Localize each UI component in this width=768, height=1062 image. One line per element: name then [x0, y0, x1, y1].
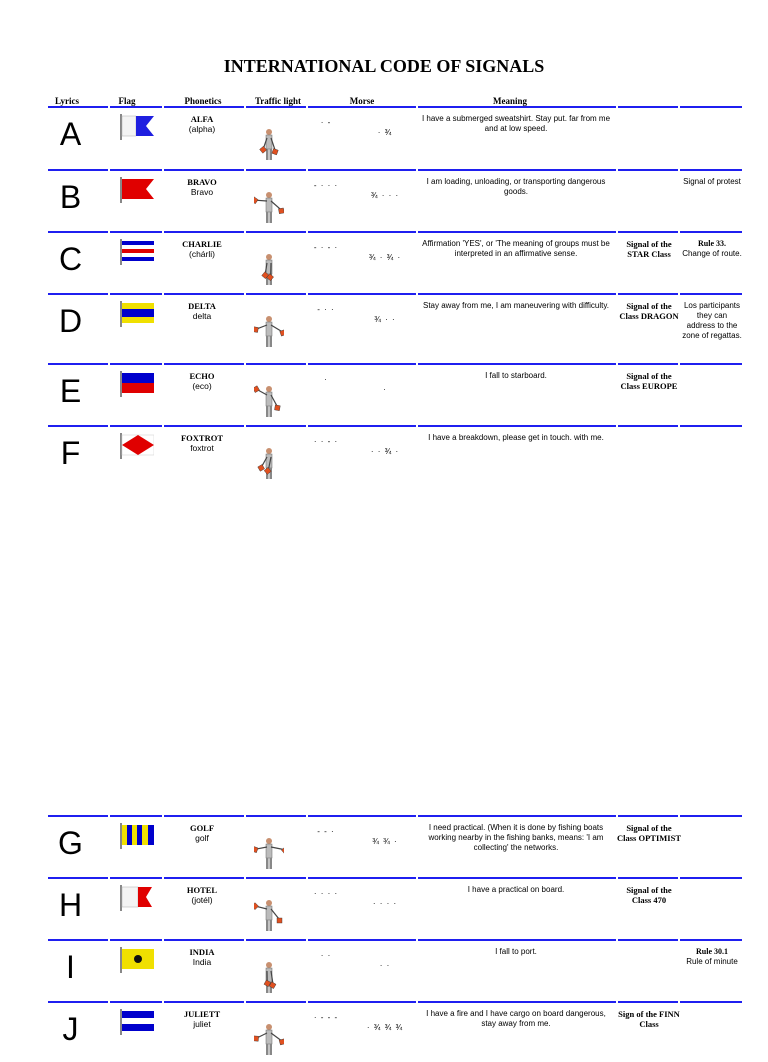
header-traffic-light: Traffic light [254, 96, 302, 106]
phonetics-cell [162, 239, 242, 259]
signal-letter: J [62, 1011, 79, 1047]
row-divider [418, 425, 616, 427]
hotel-flag-icon [120, 885, 154, 911]
row-divider [48, 293, 108, 295]
row-divider [618, 169, 678, 171]
signal-letter: E [59, 373, 82, 409]
semaphore-icon [254, 831, 284, 871]
row-divider [246, 939, 306, 941]
rule-number: Rule 33. [698, 239, 726, 248]
header-morse: Morse [349, 96, 375, 106]
row-divider [48, 106, 108, 108]
row-divider [110, 877, 162, 879]
row-divider [48, 169, 108, 171]
phonetics-cell [162, 301, 242, 321]
row-divider [418, 1001, 616, 1003]
row-divider [308, 815, 416, 817]
row-divider [110, 106, 162, 108]
row-divider [246, 363, 306, 365]
phonetic-name: CHARLIE [182, 239, 222, 249]
row-divider [618, 293, 678, 295]
semaphore-icon [254, 1017, 284, 1057]
header-meaning: Meaning [492, 96, 527, 106]
meaning-cell: I need practical. (When it is done by fishing boats working nearby in the fishing banks, means: 'I am collecting' the networks. [428, 823, 604, 852]
row-divider [680, 425, 742, 427]
rule-text: Change of route. [682, 249, 742, 258]
morse-code: ¾ · · · [370, 191, 400, 200]
row-divider [418, 293, 616, 295]
phonetics-cell [162, 885, 242, 905]
row-divider [418, 169, 616, 171]
semaphore-icon [254, 247, 284, 287]
semaphore-icon [254, 309, 284, 349]
row-divider [48, 939, 108, 941]
row-divider [164, 425, 244, 427]
row-divider [308, 363, 416, 365]
row-divider [48, 1001, 108, 1003]
row-divider [110, 815, 162, 817]
class-signal-cell: Signal of the Class OPTIMIST [617, 823, 681, 843]
phonetic-pronunciation: golf [195, 833, 209, 843]
row-divider [680, 169, 742, 171]
meaning-cell: I have a breakdown, please get in touch. with me. [428, 433, 604, 442]
class-signal-cell: Signal of the Class 470 [626, 885, 672, 905]
row-divider [680, 363, 742, 365]
morse-dots: · · [320, 951, 332, 960]
rule-text: Los participants they can address to the zone of regattas. [682, 301, 742, 340]
phonetic-pronunciation: delta [192, 311, 212, 321]
phonetic-name: ECHO [189, 371, 215, 381]
row-divider [618, 939, 678, 941]
meaning-cell: I have a practical on board. [467, 885, 565, 894]
phonetic-name: INDIA [189, 947, 215, 957]
morse-dots: · - [320, 118, 332, 127]
row-divider [308, 877, 416, 879]
india-flag-icon [120, 947, 154, 973]
row-divider [618, 815, 678, 817]
row-divider [618, 363, 678, 365]
row-divider [618, 106, 678, 108]
phonetics-cell [162, 823, 242, 843]
row-divider [110, 293, 162, 295]
signal-letter: F [60, 435, 81, 471]
phonetic-pronunciation: (jotél) [191, 895, 213, 905]
row-divider [164, 231, 244, 233]
signal-letter: C [58, 241, 83, 277]
phonetic-name: ALFA [190, 114, 214, 124]
juliett-flag-icon [120, 1009, 154, 1035]
row-divider [680, 877, 742, 879]
semaphore-icon [254, 185, 284, 225]
morse-code: · · [379, 961, 391, 970]
header-phonetics: Phonetics [184, 96, 222, 106]
morse-code: ¾ · ¾ · [368, 253, 402, 262]
row-divider [308, 939, 416, 941]
row-divider [418, 106, 616, 108]
row-divider [164, 939, 244, 941]
golf-flag-icon [120, 823, 154, 849]
rule-text: Signal of protest [683, 177, 741, 186]
semaphore-icon [254, 955, 284, 995]
row-divider [48, 231, 108, 233]
row-divider [48, 425, 108, 427]
rule-cell [682, 947, 742, 967]
row-divider [308, 1001, 416, 1003]
phonetic-pronunciation: foxtrot [190, 443, 214, 453]
phonetics-cell [162, 371, 242, 391]
morse-code: · ¾ ¾ ¾ [366, 1023, 404, 1032]
row-divider [618, 425, 678, 427]
meaning-cell: I have a submerged sweatshirt. Stay put. far from me and at low speed. [421, 114, 611, 133]
morse-dots: - · · · [313, 181, 339, 190]
class-signal-cell: Signal of the Class EUROPE [620, 371, 678, 391]
row-divider [48, 877, 108, 879]
row-divider [164, 877, 244, 879]
phonetic-name: FOXTROT [180, 433, 224, 443]
phonetic-name: GOLF [189, 823, 215, 833]
meaning-cell: I fall to port. [495, 947, 537, 956]
row-divider [110, 231, 162, 233]
header-lyrics: Lyrics [55, 96, 79, 106]
row-divider [308, 231, 416, 233]
morse-code: · [383, 385, 387, 394]
charlie-flag-icon [120, 239, 154, 265]
row-divider [680, 1001, 742, 1003]
morse-code: ¾ ¾ · [372, 837, 398, 846]
row-divider [110, 169, 162, 171]
row-divider [680, 939, 742, 941]
row-divider [308, 106, 416, 108]
morse-code: · · · · [372, 899, 398, 908]
class-signal-cell: Signal of the STAR Class [626, 239, 672, 259]
meaning-cell: Affirmation 'YES', or 'The meaning of groups must be interpreted in an affirmative sense. [422, 239, 610, 258]
semaphore-icon [254, 122, 284, 162]
rule-cell [682, 239, 742, 259]
row-divider [618, 1001, 678, 1003]
row-divider [680, 106, 742, 108]
row-divider [308, 169, 416, 171]
row-divider [246, 293, 306, 295]
row-divider [680, 231, 742, 233]
morse-dots: · [324, 375, 328, 384]
morse-dots: - - · [317, 827, 335, 836]
rule-cell [682, 177, 742, 187]
row-divider [110, 363, 162, 365]
row-divider [48, 363, 108, 365]
morse-dots: - · - · [313, 243, 339, 252]
signal-letter: D [58, 303, 83, 339]
signal-letter: H [58, 887, 83, 923]
row-divider [110, 939, 162, 941]
semaphore-icon [254, 379, 284, 419]
row-divider [164, 293, 244, 295]
phonetic-name: HOTEL [186, 885, 218, 895]
phonetic-pronunciation: juliet [193, 1019, 211, 1029]
meaning-cell: Stay away from me, I am maneuvering with difficulty. [423, 301, 609, 310]
rule-text: Rule of minute [686, 957, 738, 966]
rule-cell [682, 301, 742, 341]
row-divider [164, 106, 244, 108]
row-divider [246, 1001, 306, 1003]
row-divider [618, 877, 678, 879]
phonetics-cell [162, 1009, 242, 1029]
semaphore-icon [254, 893, 284, 933]
phonetic-pronunciation: (eco) [192, 381, 212, 391]
morse-dots: - · · [317, 305, 335, 314]
phonetic-pronunciation: India [192, 957, 212, 967]
phonetics-cell [162, 433, 242, 453]
echo-flag-icon [120, 371, 154, 397]
row-divider [164, 815, 244, 817]
phonetics-cell [162, 947, 242, 967]
phonetic-name: BRAVO [187, 177, 217, 187]
row-divider [418, 877, 616, 879]
row-divider [164, 1001, 244, 1003]
row-divider [418, 363, 616, 365]
alfa-flag-icon [120, 114, 154, 140]
row-divider [246, 106, 306, 108]
row-divider [48, 815, 108, 817]
signal-letter: G [58, 825, 83, 861]
row-divider [680, 815, 742, 817]
meaning-cell: I fall to starboard. [485, 371, 547, 380]
morse-code: · ¾ [377, 128, 393, 137]
page-title: INTERNATIONAL CODE OF SIGNALS [223, 56, 545, 76]
row-divider [418, 815, 616, 817]
row-divider [246, 231, 306, 233]
row-divider [164, 363, 244, 365]
phonetics-cell [162, 114, 242, 134]
morse-dots: · - - - [313, 1013, 339, 1022]
signal-letter: A [59, 116, 82, 152]
signal-letter: B [59, 179, 82, 215]
row-divider [246, 425, 306, 427]
morse-dots: · · · · [313, 889, 339, 898]
semaphore-icon [254, 441, 284, 481]
delta-flag-icon [120, 301, 154, 327]
class-signal-cell: Signal of the Class DRAGON [619, 301, 679, 321]
header-flag: Flag [118, 96, 136, 106]
row-divider [246, 877, 306, 879]
phonetic-pronunciation: (chárli) [189, 249, 215, 259]
row-divider [308, 425, 416, 427]
foxtrot-flag-icon [120, 433, 154, 459]
phonetic-name: DELTA [188, 301, 216, 311]
phonetic-pronunciation: (alpha) [188, 124, 216, 134]
signal-letter: I [66, 949, 75, 985]
row-divider [164, 169, 244, 171]
bravo-flag-icon [120, 177, 154, 203]
row-divider [246, 169, 306, 171]
row-divider [418, 939, 616, 941]
morse-code: · · ¾ · [370, 447, 400, 456]
row-divider [246, 815, 306, 817]
morse-code: ¾ · · [374, 315, 396, 324]
phonetic-pronunciation: Bravo [190, 187, 214, 197]
row-divider [110, 425, 162, 427]
phonetics-cell [162, 177, 242, 197]
row-divider [418, 231, 616, 233]
class-signal-cell: Sign of the FINN Class [618, 1009, 680, 1029]
row-divider [680, 293, 742, 295]
morse-dots: · · - · [313, 437, 339, 446]
row-divider [110, 1001, 162, 1003]
meaning-cell: I am loading, unloading, or transporting dangerous goods. [426, 177, 606, 196]
phonetic-name: JULIETT [183, 1009, 221, 1019]
row-divider [618, 231, 678, 233]
row-divider [308, 293, 416, 295]
meaning-cell: I have a fire and I have cargo on board dangerous, stay away from me. [426, 1009, 606, 1028]
rule-number: Rule 30.1 [696, 947, 728, 956]
